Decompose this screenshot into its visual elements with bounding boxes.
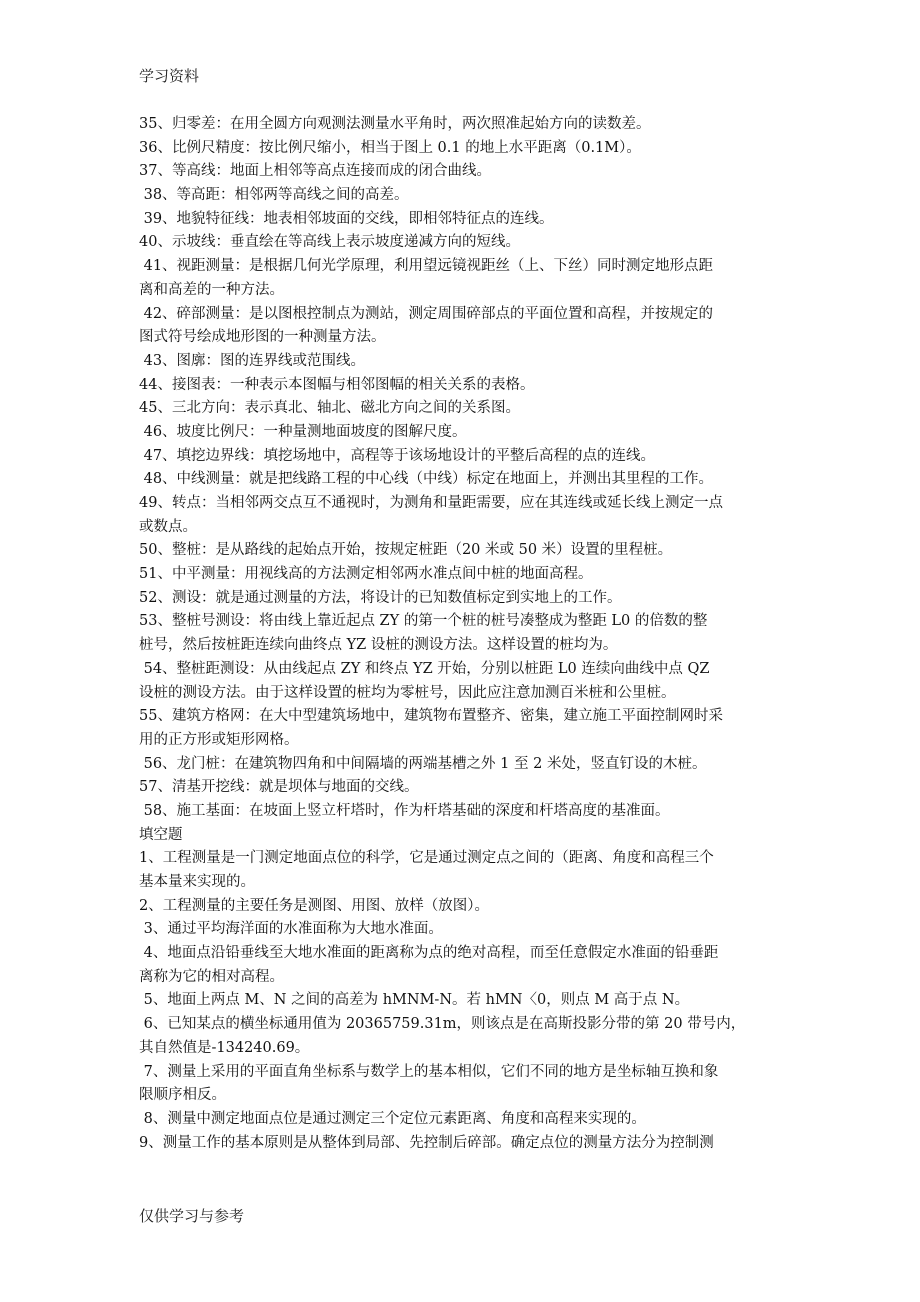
- text-line: 图式符号绘成地形图的一种测量方法。: [139, 329, 386, 346]
- text-line: 54、整桩距测设：从由线起点 ZY 和终点 YZ 开始，分别以桩距 L0 连续向曲线中点 QZ: [139, 660, 710, 677]
- text-line: 8、测量中测定地面点位是通过测定三个定位元素距离、角度和高程来实现的。: [139, 1110, 646, 1127]
- text-line: 47、填挖边界线：填挖场地中，高程等于该场地设计的平整后高程的点的连线。: [139, 447, 656, 464]
- text-line: 45、三北方向：表示真北、轴北、磁北方向之间的关系图。: [139, 400, 520, 417]
- text-line: 56、龙门桩：在建筑物四角和中间隔墙的两端基槽之外 1 至 2 米处，竖直钉设的木桩。: [139, 755, 707, 772]
- text-line: 43、图廓：图的连界线或范围线。: [139, 352, 366, 369]
- text-line: 46、坡度比例尺：一种量测地面坡度的图解尺度。: [139, 423, 467, 440]
- text-line: 40、示坡线：垂直绘在等高线上表示坡度递减方向的短线。: [139, 234, 520, 251]
- text-line: 用的正方形或矩形网格。: [139, 731, 299, 748]
- text-line: 填空题: [139, 826, 183, 843]
- text-line: 7、测量上采用的平面直角坐标系与数学上的基本相似，它们不同的地方是坐标轴互换和象: [139, 1063, 719, 1080]
- page-footer: 仅供学习与参考: [139, 1207, 245, 1225]
- text-line: 52、测设：就是通过测量的方法，将设计的已知数值标定到实地上的工作。: [139, 589, 622, 606]
- text-line: 4、地面点沿铅垂线至大地水准面的距离称为点的绝对高程，而至任意假定水准面的铅垂距: [139, 945, 719, 962]
- text-line: 53、整桩号测设：将由线上靠近起点 ZY 的第一个桩的桩号凑整成为整距 L0 的倍数的整: [139, 613, 708, 630]
- text-line: 其自然值是-134240.69。: [139, 1039, 310, 1056]
- text-line: 2、工程测量的主要任务是测图、用图、放样（放图）。: [139, 897, 489, 914]
- text-line: 桩号，然后按桩距连续向曲终点 YZ 设桩的测设方法。这样设置的桩均为。: [139, 637, 618, 654]
- text-line: 设桩的测设方法。由于这样设置的桩均为零桩号，因此应注意加测百米桩和公里桩。: [139, 684, 676, 701]
- text-line: 离称为它的相对高程。: [139, 968, 284, 985]
- page-header: 学习资料: [139, 67, 200, 85]
- text-line: 44、接图表：一种表示本图幅与相邻图幅的相关关系的表格。: [139, 376, 535, 393]
- text-line: 9、测量工作的基本原则是从整体到局部、先控制后碎部。确定点位的测量方法分为控制测: [139, 1134, 714, 1151]
- text-line: 35、归零差：在用全圆方向观测法测量水平角时，两次照准起始方向的读数差。: [139, 116, 651, 132]
- text-line: 或数点。: [139, 518, 197, 535]
- text-line: 36、比例尺精度：按比例尺缩小，相当于图上 0.1 的地上水平距离（0.1M）。: [139, 139, 641, 156]
- text-line: 基本量来实现的。: [139, 874, 255, 890]
- text-line: 5、地面上两点 M、N 之间的高差为 hMNM-N。若 hMN〈0，则点 M 高于点 N。: [139, 992, 690, 1009]
- text-line: 限顺序相反。: [139, 1087, 226, 1104]
- text-line: 37、等高线：地面上相邻等高点连接而成的闭合曲线。: [139, 163, 491, 180]
- text-line: 51、中平测量：用视线高的方法测定相邻两水准点间中桩的地面高程。: [139, 566, 593, 583]
- text-line: 1、工程测量是一门测定地面点位的科学，它是通过测定点之间的（距离、角度和高程三个: [139, 850, 714, 867]
- text-line: 41、视距测量：是根据几何光学原理，利用望远镜视距丝（上、下丝）同时测定地形点距: [139, 258, 714, 275]
- text-line: 48、中线测量：就是把线路工程的中心线（中线）标定在地面上，并测出其里程的工作。: [139, 471, 714, 488]
- text-line: 49、转点：当相邻两交点互不通视时，为测角和量距需要，应在其连线或延长线上测定一点: [139, 495, 723, 511]
- text-line: 58、施工基面：在坡面上竖立杆塔时，作为杆塔基础的深度和杆塔高度的基准面。: [139, 802, 670, 819]
- text-line: 50、整桩：是从路线的起始点开始，按规定桩距（20 米或 50 米）设置的里程桩。: [139, 542, 673, 559]
- text-line: 42、碎部测量：是以图根控制点为测站，测定周围碎部点的平面位置和高程，并按规定的: [139, 305, 714, 322]
- document-body: [139, 113, 787, 1155]
- text-line: 3、通过平均海洋面的水准面称为大地水准面。: [139, 921, 443, 938]
- text-line: 55、建筑方格网：在大中型建筑场地中，建筑物布置整齐、密集，建立施工平面控制网时采: [139, 708, 723, 725]
- text-line: 离和高差的一种方法。: [139, 281, 284, 298]
- text-line: 6、已知某点的横坐标通用值为 20365759.31m，则该点是在高斯投影分带的第 20 带号内，: [139, 1016, 746, 1033]
- text-line: 57、清基开挖线：就是坝体与地面的交线。: [139, 779, 419, 796]
- text-line: 38、等高距：相邻两等高线之间的高差。: [139, 187, 409, 204]
- text-line: 39、地貌特征线：地表相邻坡面的交线，即相邻特征点的连线。: [139, 210, 554, 227]
